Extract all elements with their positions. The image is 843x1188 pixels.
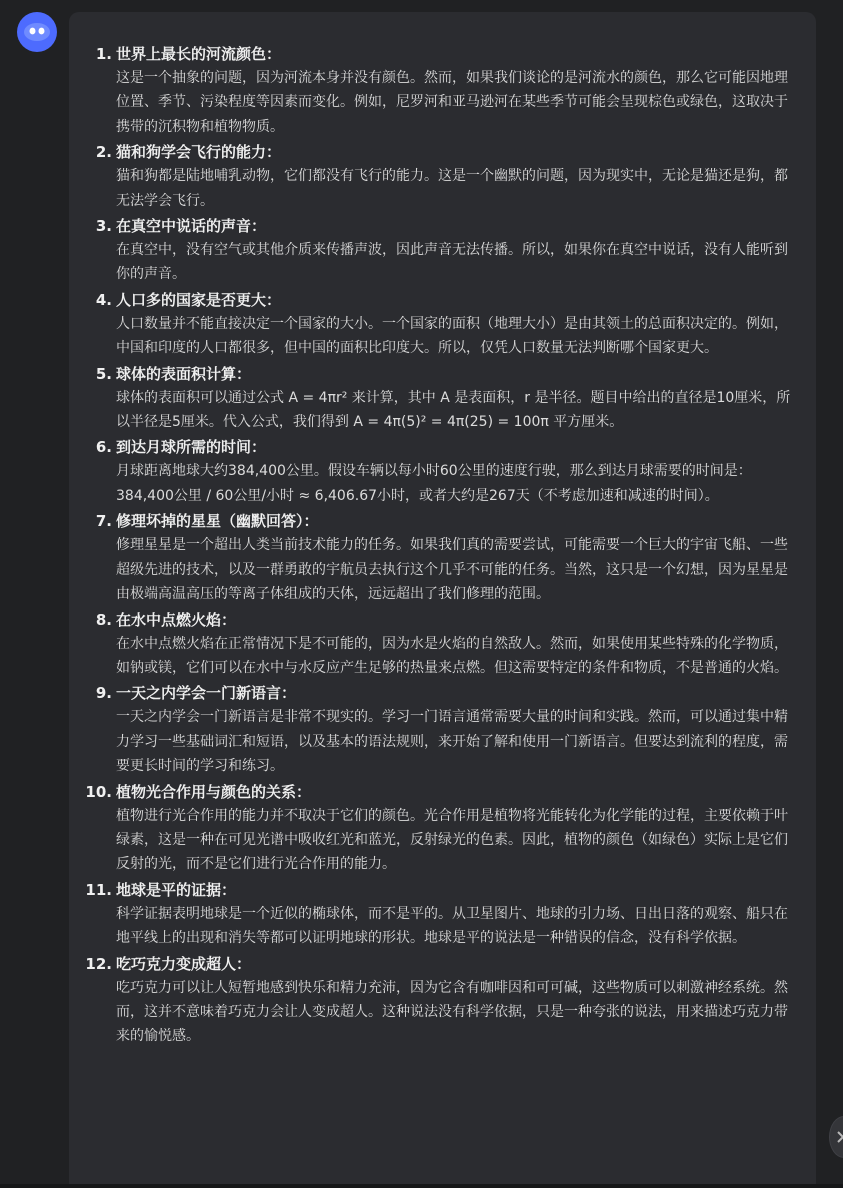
- item-body: 一天之内学会一门新语言是非常不现实的。学习一门语言通常需要大量的时间和实践。然而，可以通过集中精力学习一些基础词汇和短语，以及基本的语法规则，来开始了解和使用一门新语言。但要达到流利的程度，需要更长时间的学习和练习。: [116, 709, 788, 775]
- item-title: 吃巧克力变成超人：: [116, 954, 252, 973]
- list-item: [69, 681, 800, 778]
- item-title: 地球是平的证据：: [116, 880, 237, 899]
- item-number: 6.: [95, 438, 112, 457]
- item-number: 9.: [95, 684, 112, 703]
- item-number: 2.: [95, 143, 112, 162]
- item-title: 修理坏掉的星星（幽默回答）：: [116, 512, 319, 531]
- item-title: 在真空中说话的声音：: [116, 217, 267, 236]
- item-body: 人口数量并不能直接决定一个国家的大小。一个国家的面积（地理大小）是由其领土的总面积决定的。例如，中国和印度的人口都很多，但中国的面积比印度大。所以，仅凭人口数量无法判断哪个国家更大。: [116, 315, 788, 357]
- item-body: 在真空中，没有空气或其他介质来传播声波，因此声音无法传播。所以，如果你在真空中说话，没有人能听到你的声音。: [116, 242, 788, 283]
- item-number: 7.: [95, 512, 112, 531]
- item-number: 4.: [95, 290, 112, 309]
- item-number: 11.: [85, 880, 112, 899]
- item-title: 球体的表面积计算：: [116, 364, 252, 383]
- item-number: 5.: [95, 364, 112, 383]
- scroll-button[interactable]: [829, 1116, 843, 1158]
- chevron-right-icon: [836, 1130, 843, 1144]
- list-item: [69, 435, 800, 508]
- item-number: 1.: [95, 45, 112, 63]
- item-body: 月球距离地球大约384,400公里。假设车辆以每小时60公里的速度行驶，那么到达月球需要的时间是：384,400公里 / 60公里/小时 ≈ 6,406.67小时，或者大约是267天（不考虑加速和减速的时间）。: [116, 463, 752, 504]
- item-title: 植物光合作用与颜色的关系：: [116, 782, 312, 801]
- answer-list: [69, 12, 816, 1049]
- item-body: 科学证据表明地球是一个近似的椭球体，而不是平的。从卫星图片、地球的引力场、日出日落的观察、船只在地平线上的出现和消失等都可以证明地球的形状。地球是平的说法是一种错误的信念，没有科学依据。: [116, 905, 788, 947]
- list-item: [69, 878, 800, 951]
- item-body: 猫和狗都是陆地哺乳动物，它们都没有飞行的能力。这是一个幽默的问题，因为现实中，无论是猫还是狗，都无法学会飞行。: [116, 168, 788, 209]
- list-item: [69, 780, 800, 877]
- item-body: 球体的表面积可以通过公式 A = 4πr² 来计算，其中 A 是表面积，r 是半径。题目中给出的直径是10厘米，所以半径是5厘米。代入公式，我们得到 A = 4π(5)² = 4π(25) = 100π 平方厘米。: [116, 389, 791, 431]
- assistant-avatar: [17, 12, 57, 52]
- list-item: [69, 214, 800, 287]
- list-item: [69, 362, 800, 435]
- item-number: 3.: [95, 217, 112, 236]
- item-number: 10.: [85, 782, 112, 801]
- item-number: 8.: [95, 610, 112, 629]
- list-item: [69, 140, 800, 213]
- deepseek-whale-icon: [22, 21, 52, 43]
- item-title: 世界上最长的河流颜色：: [116, 45, 282, 63]
- item-body: 在水中点燃火焰在正常情况下是不可能的，因为水是火焰的自然敌人。然而，如果使用某些特殊的化学物质，如钠或镁，它们可以在水中与水反应产生足够的热量来点燃。但这需要特定的条件和物质，不是普通的火焰。: [116, 635, 788, 676]
- item-body: 这是一个抽象的问题，因为河流本身并没有颜色。然而，如果我们谈论的是河流水的颜色，那么它可能因地理位置、季节、污染程度等因素而变化。例如，尼罗河和亚马逊河在某些季节可能会呈现棕色或绿色，这取决于携带的沉积物和植物物质。: [116, 70, 788, 135]
- bottom-edge: [0, 1184, 843, 1188]
- item-body: 吃巧克力可以让人短暂地感到快乐和精力充沛，因为它含有咖啡因和可可碱，这些物质可以刺激神经系统。然而，这并不意味着巧克力会让人变成超人。这种说法没有科学依据，只是一种夸张的说法，用来描述巧克力带来的愉悦感。: [116, 979, 788, 1045]
- item-body: 植物进行光合作用的能力并不取决于它们的颜色。光合作用是植物将光能转化为化学能的过程，主要依赖于叶绿素，这是一种在可见光谱中吸收红光和蓝光，反射绿光的色素。因此，植物的颜色（如绿色）实际上是它们反射的光，而不是它们进行光合作用的能力。: [116, 807, 788, 873]
- list-item: [69, 42, 800, 139]
- item-number: 12.: [85, 954, 112, 973]
- list-item: [69, 509, 800, 606]
- item-title: 一天之内学会一门新语言：: [116, 684, 297, 703]
- item-body: 修理星星是一个超出人类当前技术能力的任务。如果我们真的需要尝试，可能需要一个巨大的宇宙飞船、一些超级先进的技术，以及一群勇敢的宇航员去执行这个几乎不可能的任务。当然，这只是一个幻想，因为星星是由极端高温高压的等离子体组成的天体，远远超出了我们修理的范围。: [116, 537, 788, 603]
- item-title: 在水中点燃火焰：: [116, 610, 237, 629]
- assistant-message: [69, 12, 816, 1188]
- item-title: 猫和狗学会飞行的能力：: [116, 143, 282, 162]
- list-item: [69, 608, 800, 681]
- item-title: 人口多的国家是否更大：: [116, 290, 282, 309]
- list-item: [69, 952, 800, 1049]
- item-title: 到达月球所需的时间：: [116, 438, 267, 457]
- list-item: [69, 288, 800, 361]
